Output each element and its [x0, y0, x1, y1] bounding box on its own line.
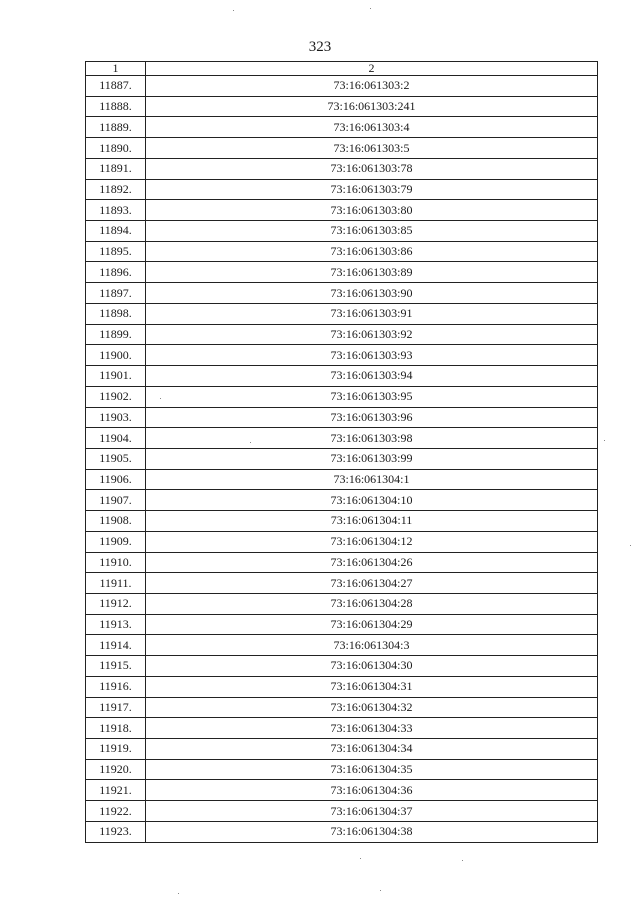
cadastral-number-cell: 73:16:061304:37	[146, 801, 598, 822]
table-row	[86, 345, 598, 366]
row-index-cell: 11919.	[86, 739, 146, 760]
row-index-cell: 11900.	[86, 345, 146, 366]
scan-speck	[160, 398, 161, 399]
table-row	[86, 158, 598, 179]
row-index-cell: 11909.	[86, 531, 146, 552]
table-row	[86, 448, 598, 469]
table-row	[86, 262, 598, 283]
table-row	[86, 552, 598, 573]
cadastral-number-cell: 73:16:061303:89	[146, 262, 598, 283]
cadastral-number-cell: 73:16:061303:94	[146, 366, 598, 387]
cadastral-number-cell: 73:16:061303:92	[146, 324, 598, 345]
row-index-cell: 11905.	[86, 448, 146, 469]
table-row	[86, 96, 598, 117]
cadastral-number-cell: 73:16:061303:4	[146, 117, 598, 138]
cadastral-number-cell: 73:16:061304:30	[146, 656, 598, 677]
cadastral-number-cell: 73:16:061304:35	[146, 759, 598, 780]
row-index-cell: 11896.	[86, 262, 146, 283]
row-index-cell: 11901.	[86, 366, 146, 387]
row-index-cell: 11903.	[86, 407, 146, 428]
table-row	[86, 739, 598, 760]
table-row	[86, 697, 598, 718]
table-row	[86, 511, 598, 532]
table-row	[86, 283, 598, 304]
cadastral-number-cell: 73:16:061303:241	[146, 96, 598, 117]
cadastral-number-cell: 73:16:061303:99	[146, 448, 598, 469]
cadastral-number-cell: 73:16:061303:90	[146, 283, 598, 304]
cadastral-number-cell: 73:16:061304:3	[146, 635, 598, 656]
cadastral-number-cell: 73:16:061304:1	[146, 469, 598, 490]
cadastral-number-cell: 73:16:061303:96	[146, 407, 598, 428]
table-row	[86, 76, 598, 97]
cadastral-number-cell: 73:16:061304:31	[146, 676, 598, 697]
row-index-cell: 11921.	[86, 780, 146, 801]
cadastral-number-cell: 73:16:061303:98	[146, 428, 598, 449]
row-index-cell: 11904.	[86, 428, 146, 449]
scan-speck	[630, 545, 631, 546]
row-index-cell: 11891.	[86, 158, 146, 179]
row-index-cell: 11908.	[86, 511, 146, 532]
row-index-cell: 11913.	[86, 614, 146, 635]
row-index-cell: 11893.	[86, 200, 146, 221]
cadastral-number-cell: 73:16:061303:78	[146, 158, 598, 179]
row-index-cell: 11907.	[86, 490, 146, 511]
row-index-cell: 11910.	[86, 552, 146, 573]
table-row	[86, 780, 598, 801]
row-index-cell: 11917.	[86, 697, 146, 718]
table-row	[86, 593, 598, 614]
row-index-cell: 11922.	[86, 801, 146, 822]
table-row	[86, 428, 598, 449]
row-index-cell: 11918.	[86, 718, 146, 739]
row-index-cell: 11895.	[86, 241, 146, 262]
row-index-cell: 11916.	[86, 676, 146, 697]
table-row	[86, 718, 598, 739]
row-index-cell: 11892.	[86, 179, 146, 200]
table-row	[86, 386, 598, 407]
cadastral-number-cell: 73:16:061304:32	[146, 697, 598, 718]
table-header	[86, 62, 598, 76]
header-row	[86, 62, 598, 76]
cadastral-number-cell: 73:16:061304:27	[146, 573, 598, 594]
column-header-index: 1	[86, 62, 146, 76]
row-index-cell: 11898.	[86, 303, 146, 324]
table-row	[86, 531, 598, 552]
table-row	[86, 614, 598, 635]
row-index-cell: 11899.	[86, 324, 146, 345]
cadastral-number-cell: 73:16:061304:28	[146, 593, 598, 614]
row-index-cell: 11890.	[86, 138, 146, 159]
cadastral-number-cell: 73:16:061304:34	[146, 739, 598, 760]
cadastral-number-cell: 73:16:061303:2	[146, 76, 598, 97]
table-row	[86, 656, 598, 677]
table-row	[86, 138, 598, 159]
table-row	[86, 200, 598, 221]
table-row	[86, 490, 598, 511]
scan-speck	[233, 10, 234, 11]
cadastral-number-cell: 73:16:061304:26	[146, 552, 598, 573]
row-index-cell: 11889.	[86, 117, 146, 138]
cadastral-number-cell: 73:16:061303:93	[146, 345, 598, 366]
table-row	[86, 676, 598, 697]
table-row	[86, 407, 598, 428]
scan-speck	[360, 858, 361, 859]
table-row	[86, 117, 598, 138]
row-index-cell: 11897.	[86, 283, 146, 304]
scan-speck	[604, 440, 605, 441]
row-index-cell: 11887.	[86, 76, 146, 97]
cadastral-number-cell: 73:16:061303:5	[146, 138, 598, 159]
cadastral-number-cell: 73:16:061304:33	[146, 718, 598, 739]
row-index-cell: 11915.	[86, 656, 146, 677]
row-index-cell: 11906.	[86, 469, 146, 490]
table-row	[86, 635, 598, 656]
table-row	[86, 303, 598, 324]
table-row	[86, 573, 598, 594]
row-index-cell: 11914.	[86, 635, 146, 656]
cadastral-number-cell: 73:16:061304:38	[146, 821, 598, 842]
table-row	[86, 469, 598, 490]
table-row	[86, 759, 598, 780]
row-index-cell: 11912.	[86, 593, 146, 614]
row-index-cell: 11888.	[86, 96, 146, 117]
cadastral-number-cell: 73:16:061304:11	[146, 511, 598, 532]
page-number: 323	[308, 39, 332, 55]
table-row	[86, 366, 598, 387]
table-row	[86, 821, 598, 842]
cadastral-number-cell: 73:16:061304:10	[146, 490, 598, 511]
row-index-cell: 11902.	[86, 386, 146, 407]
scan-speck	[178, 893, 179, 894]
cadastral-number-cell: 73:16:061303:79	[146, 179, 598, 200]
cadastral-number-cell: 73:16:061303:95	[146, 386, 598, 407]
table-row	[86, 801, 598, 822]
table-row	[86, 221, 598, 242]
cadastral-number-table	[85, 61, 598, 843]
column-header-cadastral-number: 2	[146, 62, 598, 76]
table-row	[86, 324, 598, 345]
row-index-cell: 11923.	[86, 821, 146, 842]
scan-speck	[370, 8, 371, 9]
scan-speck	[250, 442, 251, 443]
row-index-cell: 11894.	[86, 221, 146, 242]
scan-speck	[462, 860, 463, 861]
cadastral-number-cell: 73:16:061304:29	[146, 614, 598, 635]
table-row	[86, 241, 598, 262]
cadastral-number-cell: 73:16:061303:86	[146, 241, 598, 262]
scan-speck	[380, 890, 381, 891]
cadastral-number-cell: 73:16:061304:12	[146, 531, 598, 552]
table-row	[86, 179, 598, 200]
cadastral-number-cell: 73:16:061304:36	[146, 780, 598, 801]
row-index-cell: 11920.	[86, 759, 146, 780]
table-body	[86, 76, 598, 843]
cadastral-number-cell: 73:16:061303:91	[146, 303, 598, 324]
cadastral-number-cell: 73:16:061303:85	[146, 221, 598, 242]
cadastral-number-cell: 73:16:061303:80	[146, 200, 598, 221]
row-index-cell: 11911.	[86, 573, 146, 594]
